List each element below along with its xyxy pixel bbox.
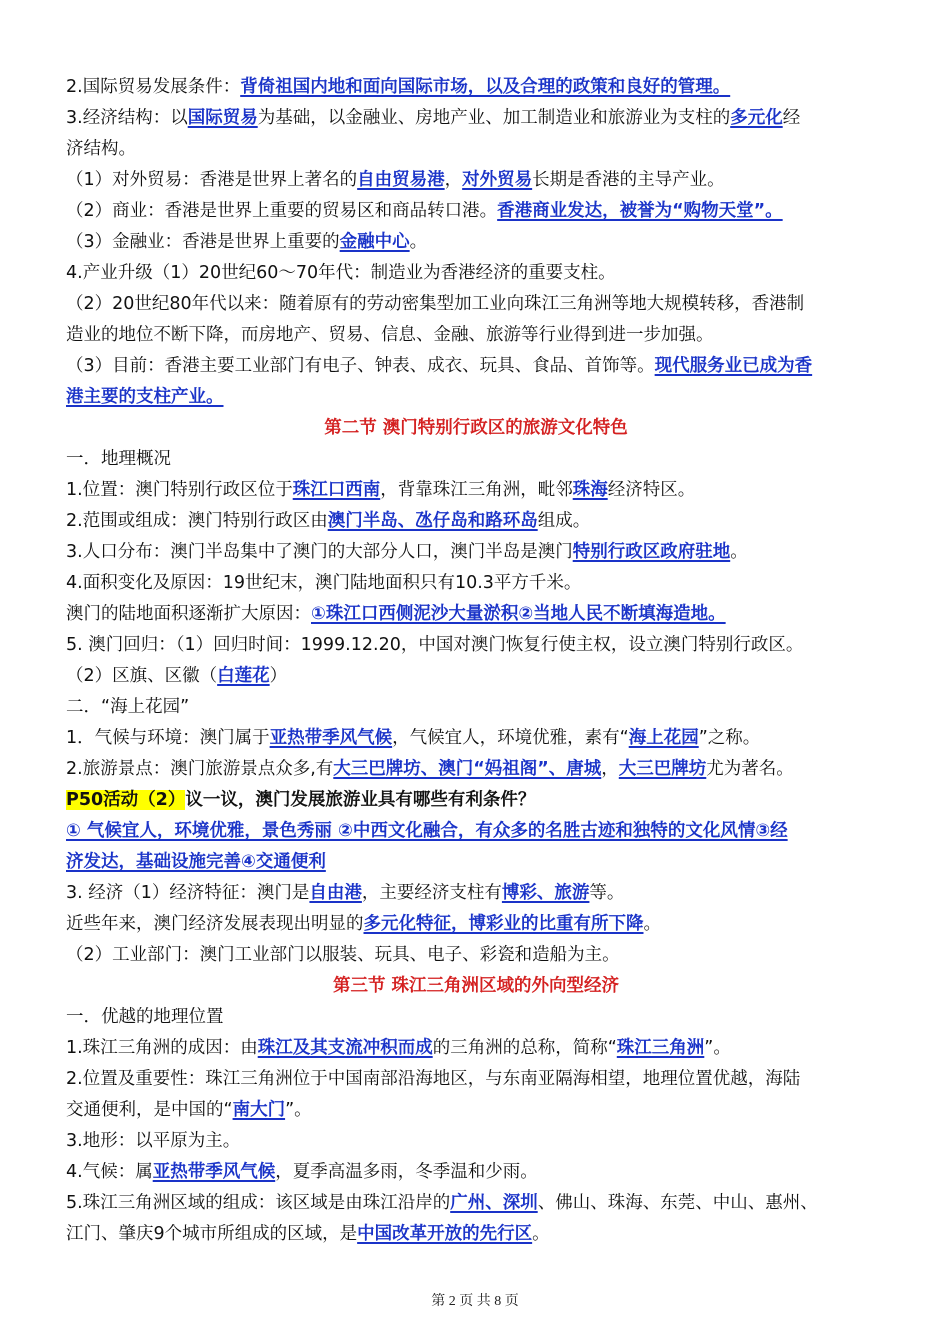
text-line [66, 1002, 886, 1033]
text-line [66, 1095, 886, 1126]
text-line [66, 289, 886, 320]
highlighted-answer: 济发达，基础设施完善④交通便利 [66, 852, 326, 872]
text-segment: 第三节 珠江三角洲区域的外向型经济 [332, 976, 620, 996]
text-segment: ”。 [704, 1038, 731, 1058]
text-segment: 3.人口分布：澳门半岛集中了澳门的大部分人口，澳门半岛是澳门 [66, 542, 573, 562]
text-line [66, 258, 886, 289]
activity-tag: P50活动（2） [66, 790, 186, 810]
highlighted-answer: 多元化 [730, 108, 783, 128]
highlighted-answer: 白莲花 [217, 666, 270, 686]
text-segment: ，主要经济支柱有 [361, 883, 502, 903]
text-segment: 1.珠江三角洲的成因：由 [66, 1038, 258, 1058]
text-segment: 1.位置：澳门特别行政区位于 [66, 480, 293, 500]
text-segment: （2）区旗、区徽（ [66, 666, 218, 686]
text-segment: ”之称。 [698, 728, 761, 748]
text-segment: 3.地形：以平原为主。 [66, 1131, 241, 1151]
text-segment: 二．“海上花园” [66, 697, 190, 717]
section-title [66, 413, 886, 444]
text-segment: 4.产业升级（1）20世纪60～70年代：制造业为香港经济的重要支柱。 [66, 263, 616, 283]
text-segment: 一．优越的地理位置 [66, 1007, 224, 1027]
highlighted-answer: 亚热带季风气候 [152, 1162, 276, 1182]
highlighted-answer: 大三巴牌坊 [618, 759, 707, 779]
text-line [66, 1188, 886, 1219]
text-line [66, 1219, 886, 1250]
text-segment: 。 [730, 542, 748, 562]
text-segment: （2）工业部门：澳门工业部门以服装、玩具、电子、彩瓷和造船为主。 [66, 945, 620, 965]
text-segment: 、佛山、珠海、东莞、中山、惠州、 [537, 1193, 818, 1213]
text-line [66, 506, 886, 537]
text-segment: 经济特区。 [607, 480, 696, 500]
text-line [66, 537, 886, 568]
highlighted-answer: 珠江三角洲 [616, 1038, 705, 1058]
text-line [66, 692, 886, 723]
text-line [66, 599, 886, 630]
highlighted-answer: 珠江及其支流冲积而成 [257, 1038, 433, 1058]
text-segment: ，背靠珠江三角洲，毗邻 [380, 480, 573, 500]
text-segment: ，气候宜人，环境优雅，素有“ [392, 728, 629, 748]
highlighted-answer: 现代服务业已成为香 [654, 356, 813, 376]
highlighted-answer: 国际贸易 [187, 108, 258, 128]
text-line [66, 134, 886, 165]
highlighted-answer: ①珠江口西侧泥沙大量淤积②当地人民不断填海造地。 [311, 604, 726, 624]
text-segment: 济结构。 [66, 139, 136, 159]
text-line [66, 1126, 886, 1157]
text-line [66, 196, 886, 227]
text-segment: 3. 经济（1）经济特征：澳门是 [66, 883, 310, 903]
text-line [66, 909, 886, 940]
text-segment: ， [444, 170, 463, 190]
text-segment: 第二节 澳门特别行政区的旅游文化特色 [324, 418, 628, 438]
text-segment: 4.气候：属 [66, 1162, 153, 1182]
highlighted-answer: 海上花园 [628, 728, 699, 748]
text-line [66, 816, 886, 847]
text-line [66, 165, 886, 196]
text-line [66, 382, 886, 413]
text-segment: 2.国际贸易发展条件： [66, 77, 241, 97]
text-segment: 组成。 [537, 511, 591, 531]
text-segment: 4.面积变化及原因：19世纪末，澳门陆地面积只有10.3平方千米。 [66, 573, 582, 593]
text-segment: 2.范围或组成：澳门特别行政区由 [66, 511, 328, 531]
highlighted-answer: 多元化特征，博彩业的比重有所下降 [363, 914, 644, 934]
text-segment: 2.旅游景点：澳门旅游景点众多,有 [66, 759, 334, 779]
text-segment: ”。 [285, 1100, 312, 1120]
text-segment: ，夏季高温多雨，冬季温和少雨。 [275, 1162, 538, 1182]
highlighted-answer: 背倚祖国内地和面向国际市场，以及合理的政策和良好的管理。 [240, 77, 731, 97]
highlighted-answer: 特别行政区政府驻地 [572, 542, 731, 562]
highlighted-answer: 自由贸易港 [357, 170, 445, 190]
text-segment: （2）20世纪80年代以来：随着原有的劳动密集型加工业向珠江三角洲等地大规模转移，香港制 [66, 294, 805, 314]
text-segment: 。 [643, 914, 661, 934]
text-line [66, 351, 886, 382]
text-segment: （2）商业：香港是世界上重要的贸易区和商品转口港。 [66, 201, 498, 221]
highlighted-answer: 大三巴牌坊、澳门“妈祖阁”、唐城 [333, 759, 602, 779]
text-line [66, 320, 886, 351]
text-segment: 5.珠江三角洲区域的组成：该区域是由珠江沿岸的 [66, 1193, 451, 1213]
text-line [66, 940, 886, 971]
text-segment: 为基础，以金融业、房地产业、加工制造业和旅游业为支柱的 [257, 108, 731, 128]
text-line [66, 1157, 886, 1188]
text-segment: 1．气候与环境：澳门属于 [66, 728, 270, 748]
highlighted-answer: 南大门 [232, 1100, 286, 1120]
highlighted-answer: 中国改革开放的先行区 [357, 1224, 533, 1244]
text-line [66, 475, 886, 506]
text-line [66, 568, 886, 599]
text-segment: 。 [409, 232, 428, 252]
text-line [66, 1033, 886, 1064]
text-segment: 澳门的陆地面积逐渐扩大原因： [66, 604, 311, 624]
text-segment: ， [601, 759, 619, 779]
text-line [66, 444, 886, 475]
highlighted-answer: ① 气候宜人，环境优雅，景色秀丽 ②中西文化融合，有众多的名胜古迹和独特的文化风情③经 [66, 821, 788, 841]
highlighted-answer: 金融中心 [339, 232, 410, 252]
text-segment: 交通便利，是中国的“ [66, 1100, 233, 1120]
document-body [66, 72, 886, 1250]
text-segment: 一．地理概况 [66, 449, 171, 469]
text-line [66, 72, 886, 103]
text-segment: 的三角洲的总称，简称“ [432, 1038, 617, 1058]
text-line [66, 227, 886, 258]
text-segment: 经 [782, 108, 801, 128]
highlighted-answer: 对外贸易 [462, 170, 533, 190]
text-line [66, 878, 886, 909]
text-segment: 5. 澳门回归：（1）回归时间：1999.12.20，中国对澳门恢复行使主权，设立澳门特别行政区。 [66, 635, 804, 655]
text-segment: 3.经济结构：以 [66, 108, 188, 128]
text-line [66, 661, 886, 692]
text-line [66, 785, 886, 816]
text-segment: 近些年来，澳门经济发展表现出明显的 [66, 914, 364, 934]
text-segment: 造业的地位不断下降，而房地产、贸易、信息、金融、旅游等行业得到进一步加强。 [66, 325, 714, 345]
text-segment: （1）对外贸易：香港是世界上著名的 [66, 170, 358, 190]
text-segment: 2.位置及重要性：珠江三角洲位于中国南部沿海地区，与东南亚隔海相望，地理位置优越，海陆 [66, 1069, 801, 1089]
text-segment: 江门、肇庆9个城市所组成的区域，是 [66, 1224, 358, 1244]
page-footer: 第 2 页 共 8 页 [431, 1294, 519, 1309]
text-line [66, 630, 886, 661]
highlighted-answer: 珠海 [572, 480, 608, 500]
highlighted-answer: 自由港 [309, 883, 362, 903]
text-line [66, 723, 886, 754]
text-line [66, 1064, 886, 1095]
highlighted-answer: 澳门半岛、氹仔岛和路环岛 [327, 511, 538, 531]
text-segment: 尤为著名。 [706, 759, 794, 779]
text-line [66, 754, 886, 785]
text-segment: 长期是香港的主导产业。 [532, 170, 725, 190]
highlighted-answer: 博彩、旅游 [501, 883, 590, 903]
text-line [66, 847, 886, 878]
highlighted-answer: 亚热带季风气候 [269, 728, 393, 748]
text-segment: （3）目前：香港主要工业部门有电子、钟表、成衣、玩具、食品、首饰等。 [66, 356, 655, 376]
text-segment: 议一议，澳门发展旅游业具有哪些有利条件？ [185, 790, 536, 810]
text-segment: （3）金融业：香港是世界上重要的 [66, 232, 340, 252]
text-segment: ） [269, 666, 288, 686]
highlighted-answer: 香港商业发达，被誉为“购物天堂”。 [497, 201, 783, 221]
text-line [66, 103, 886, 134]
highlighted-answer: 广州、深圳 [450, 1193, 538, 1213]
highlighted-answer: 港主要的支柱产业。 [66, 387, 224, 407]
section-title [66, 971, 886, 1002]
highlighted-answer: 珠江口西南 [292, 480, 381, 500]
text-segment: 等。 [589, 883, 625, 903]
text-segment: 。 [532, 1224, 550, 1244]
